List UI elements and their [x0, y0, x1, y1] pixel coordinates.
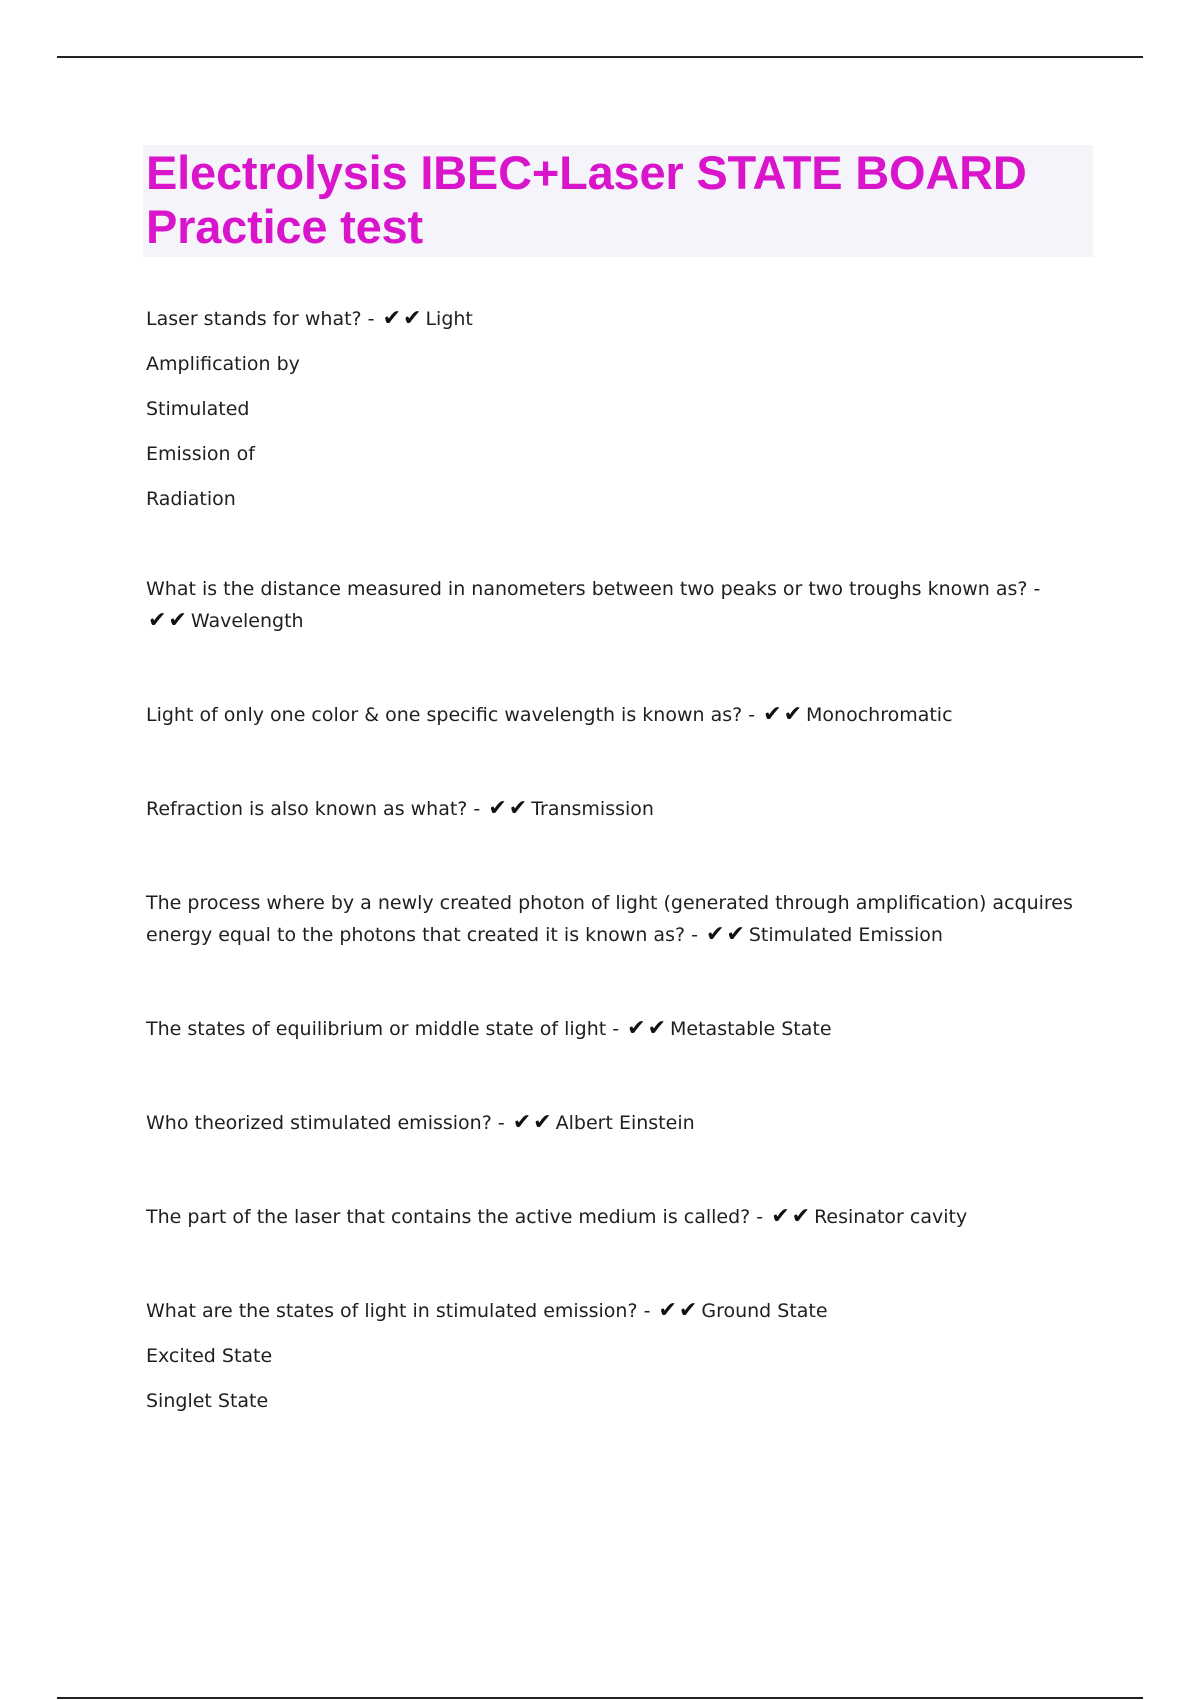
answer-text: Metastable State [670, 1018, 832, 1040]
answer-continuation: Radiation [146, 488, 236, 510]
double-check-icon: ✔✔ [148, 608, 189, 633]
qa-line [146, 793, 1096, 825]
qa-line [146, 1201, 1096, 1233]
qa-item [146, 573, 1096, 637]
qa-line [146, 1013, 1096, 1045]
question-text: The states of equilibrium or middle state of light - [146, 1018, 620, 1040]
answer-text: Monochromatic [806, 704, 953, 726]
double-check-icon: ✔✔ [658, 1298, 700, 1323]
question-text: Who theorized stimulated emission? - [146, 1112, 505, 1134]
qa-line [146, 699, 1096, 731]
qa-line [146, 887, 1096, 951]
qa-item [146, 1013, 1096, 1045]
question-text: Light of only one color & one specific wavelength is known as? - [146, 704, 756, 726]
question-text: What is the distance measured in nanometers between two peaks or two troughs known as? - [146, 578, 1041, 600]
question-text: The process where by a newly created photon of light (generated through amplification) acquires energy equal to the photons that created it is known as? - [146, 892, 1073, 946]
answer-continuation: Excited State [146, 1345, 273, 1367]
answer-text: Wavelength [190, 610, 304, 632]
qa-item [146, 793, 1096, 825]
qa-line [146, 303, 1096, 335]
answer-text: Transmission [531, 798, 654, 820]
answer-continuation: Amplification by [146, 353, 300, 375]
double-check-icon: ✔✔ [382, 306, 424, 331]
double-check-icon: ✔✔ [763, 702, 805, 727]
double-check-icon: ✔✔ [627, 1016, 669, 1041]
answer-text: Ground State [701, 1300, 828, 1322]
qa-item [146, 1201, 1096, 1233]
qa-line [146, 1295, 1096, 1327]
answer-continuation: Stimulated [146, 398, 250, 420]
answer-text: Albert Einstein [555, 1112, 695, 1134]
question-text: Refraction is also known as what? - [146, 798, 481, 820]
double-check-icon: ✔✔ [512, 1110, 554, 1135]
qa-item [146, 1107, 1096, 1139]
qa-item [146, 303, 1096, 515]
qa-item [146, 699, 1096, 731]
bottom-rule [57, 1697, 1143, 1699]
answer-continuation: Singlet State [146, 1390, 269, 1412]
top-rule [57, 56, 1143, 58]
answer-text: Resinator cavity [814, 1206, 968, 1228]
qa-line [146, 1107, 1096, 1139]
question-text: What are the states of light in stimulated emission? - [146, 1300, 651, 1322]
qa-item [146, 1295, 1096, 1417]
document-title: Electrolysis IBEC+Laser STATE BOARD Practice test [146, 146, 1027, 253]
answer-text: Light [425, 308, 473, 330]
qa-item [146, 887, 1096, 951]
qa-list [146, 303, 1096, 1417]
question-text: The part of the laser that contains the active medium is called? - [146, 1206, 764, 1228]
qa-line [146, 573, 1096, 637]
double-check-icon: ✔✔ [771, 1204, 813, 1229]
double-check-icon: ✔✔ [488, 796, 530, 821]
double-check-icon: ✔✔ [706, 922, 747, 947]
answer-continuation: Emission of [146, 443, 255, 465]
answer-text: Stimulated Emission [748, 924, 943, 946]
question-text: Laser stands for what? - [146, 308, 375, 330]
